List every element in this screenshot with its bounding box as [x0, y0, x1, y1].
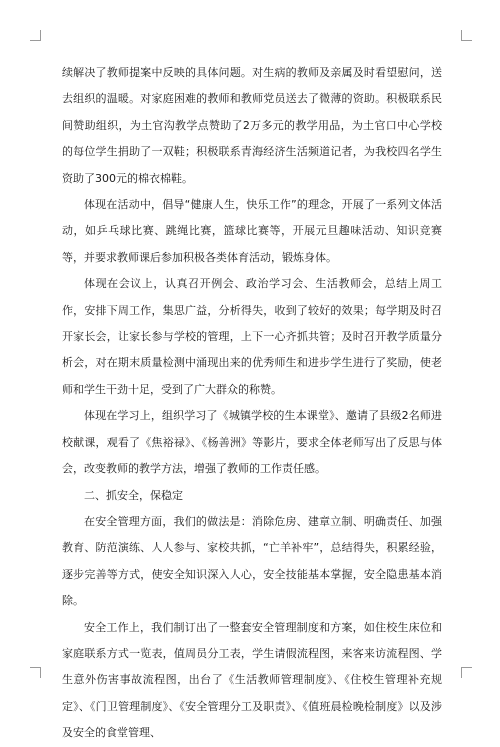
crop-mark-bottom-right	[461, 667, 472, 678]
crop-mark-top-left	[30, 30, 41, 41]
paragraph-meetings: 体现在会议上，认真召开例会、政治学习会、生活教师会，总结上周工作，安排下周工作，集思广益，分析得失，收到了较好的效果；每学期及时召开家长会，让家长参与学校的管理，上下一心齐抓共管；及时召开教学质量分析会，对在期末质量检测中涌现出来的优秀师生和进步学生进行了奖励，使老师和学生干劲十足，受到了广大群众的称赞。	[62, 277, 442, 396]
crop-mark-bottom-left	[30, 667, 41, 678]
paragraph-study: 体现在学习上，组织学习了《城镇学校的生本课堂》、邀请了县级2名师进校献课，观看了《焦裕禄》、《杨善洲》等影片，要求全体老师写出了反思与体会，改变教师的教学方法，增强了教师的工作责任感。	[62, 409, 442, 476]
document-body	[62, 60, 442, 747]
paragraph-continuation: 续解决了教师提案中反映的具体问题。对生病的教师及亲属及时看望慰问，送去组织的温暖。对家庭困难的教师和教师党员送去了微薄的资助。积极联系民间赞助组织，为土官沟教学点赞助了2万多元的教学用品，为土官口中心学校的每位学生捐助了一双鞋；积极联系青海经济生活频道记者，为我校四名学生资助了300元的棉衣棉鞋。	[62, 66, 442, 185]
section-heading-safety: 二、抓安全，保稳定	[84, 488, 183, 502]
paragraph-activities: 体现在活动中，倡导“健康人生，快乐工作”的理念，开展了一系列文体活动，如乒乓球比赛、跳绳比赛，篮球比赛等，开展元旦趣味活动、知识竞赛等，并要求教师课后参加积极各类体育活动，锻炼身体。	[62, 198, 442, 264]
crop-mark-top-right	[461, 30, 472, 41]
paragraph-safety-work: 安全工作上，我们制订出了一整套安全管理制度和方案，如住校生床位和家庭联系方式一览表，值周员分工表，学生请假流程图，来客来访流程图、学生意外伤害事故流程图，出台了《生活教师管理制度》、《住校生管理补充规定》、《门卫管理制度》、《安全管理分工及职责》、《值班晨检晚检制度》以及涉及安全的食堂管理、	[62, 620, 442, 740]
paragraph-safety-management: 在安全管理方面，我们的做法是：消除危房、建章立制、明确责任、加强教育、防范演练、人人参与、家校共抓，“亡羊补牢”，总结得失，积累经验，逐步完善等方式，使安全知识深入人心，安全技能基本掌握，安全隐患基本消除。	[62, 514, 442, 608]
